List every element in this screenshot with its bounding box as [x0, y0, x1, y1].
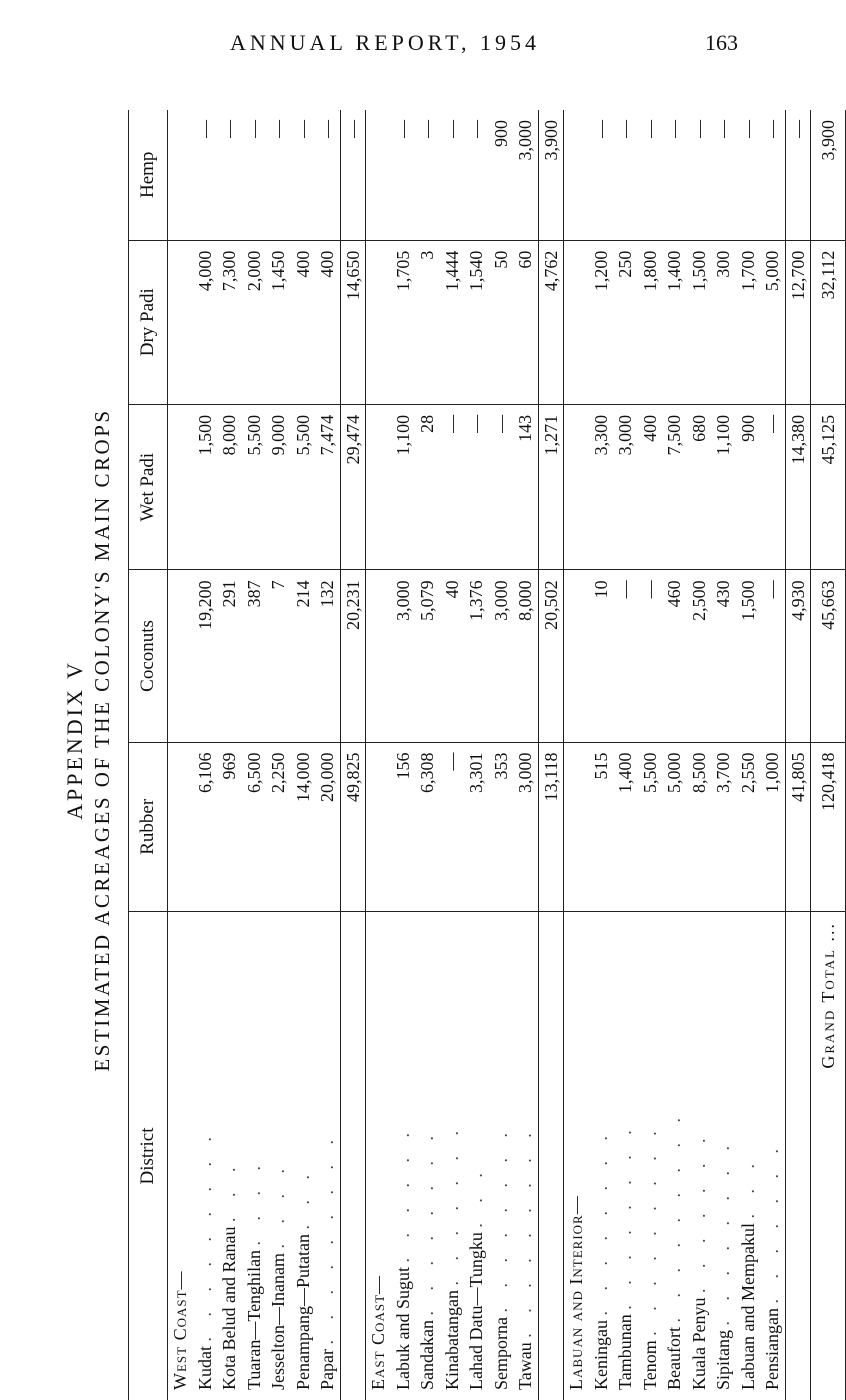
district-cell: [315, 912, 340, 1400]
rubber-cell: 969: [217, 742, 242, 911]
coconuts-cell: —: [613, 570, 638, 742]
rubber-cell: 5,000: [662, 742, 687, 911]
coconuts-cell: 3,000: [489, 570, 514, 742]
district-name: Penampang—Putatan: [292, 1234, 313, 1390]
wet-padi-cell: 143: [513, 404, 538, 570]
hemp-cell: —: [440, 110, 465, 240]
dry-padi-cell: 1,200: [589, 240, 614, 404]
district-name: Jesselton—Inanam: [268, 1253, 288, 1390]
subtotal-row: [538, 110, 564, 1400]
district-cell: [638, 912, 663, 1400]
district-name: Keningau: [590, 1320, 611, 1390]
wet-padi-cell: 8,000: [217, 404, 242, 570]
coconuts-cell: 387: [242, 570, 267, 742]
subtotal-hemp: —: [340, 110, 366, 240]
leader-dots: . . . . . . . .: [490, 1125, 511, 1313]
rubber-cell: 6,500: [242, 742, 267, 911]
hemp-cell: —: [291, 110, 316, 240]
rubber-cell: 2,550: [736, 742, 761, 911]
leader-dots: . . . . . . . .: [615, 1122, 635, 1310]
wet-padi-cell: 7,474: [315, 404, 340, 570]
group-heading: West Coast—: [170, 1270, 190, 1390]
district-name: Pensiangan: [762, 1308, 782, 1390]
wet-padi-cell: —: [489, 404, 514, 570]
leader-dots: . . . .: [268, 1161, 288, 1249]
subtotal-dry-padi: 14,650: [340, 240, 366, 404]
column-header-coconuts: Coconuts: [129, 570, 168, 742]
district-cell: [662, 912, 687, 1400]
dry-padi-cell: 7,300: [217, 240, 242, 404]
leader-dots: . . . . . . . . .: [194, 1129, 215, 1342]
dry-padi-cell: 1,705: [391, 240, 416, 404]
coconuts-cell: —: [638, 570, 663, 742]
subtotal-row: [785, 110, 811, 1400]
dry-padi-cell: 4,000: [193, 240, 218, 404]
district-name: Papar: [317, 1349, 337, 1390]
district-name: Semporna: [490, 1317, 511, 1390]
hemp-cell: —: [242, 110, 267, 240]
coconuts-cell: 430: [711, 570, 736, 742]
grand-total-coconuts: 45,663: [811, 570, 846, 742]
district-cell: [291, 912, 316, 1400]
wet-padi-cell: 9,000: [266, 404, 291, 570]
group-heading-row: [168, 110, 193, 1400]
rubber-cell: 2,250: [266, 742, 291, 911]
table-row: [613, 110, 638, 1400]
rotated-table-area: [60, 80, 838, 1400]
hemp-cell: —: [662, 110, 687, 240]
wet-padi-cell: 5,500: [291, 404, 316, 570]
rubber-cell: 3,700: [711, 742, 736, 911]
table-row: [391, 110, 416, 1400]
table-row: [489, 110, 514, 1400]
rubber-cell: 6,308: [415, 742, 440, 911]
dry-padi-cell: 400: [291, 240, 316, 404]
coconuts-cell: 1,500: [736, 570, 761, 742]
column-header-wet-padi: Wet Padi: [129, 404, 168, 570]
grand-total-hemp: 3,900: [811, 110, 846, 240]
grand-total-row: [811, 110, 846, 1400]
district-cell: [760, 912, 785, 1400]
district-cell: [513, 912, 538, 1400]
wet-padi-cell: 1,100: [711, 404, 736, 570]
subtotal-wet-padi: 14,380: [785, 404, 811, 570]
subtotal-coconuts: 4,930: [785, 570, 811, 742]
leader-dots: . . . . . . .: [688, 1130, 709, 1294]
table-row: [440, 110, 465, 1400]
rubber-cell: 5,500: [638, 742, 663, 911]
hemp-cell: —: [613, 110, 638, 240]
district-cell: [217, 912, 242, 1400]
table-row: [193, 110, 218, 1400]
subtotal-coconuts: 20,231: [340, 570, 366, 742]
leader-dots: . . . . . . . .: [713, 1137, 733, 1326]
district-cell: [391, 912, 416, 1400]
coconuts-cell: 10: [589, 570, 614, 742]
leader-dots: . . . . . . . . .: [639, 1123, 660, 1336]
subtotal-rubber: 13,118: [538, 742, 564, 911]
district-name: Kota Belud and Ranau: [219, 1226, 239, 1390]
dry-padi-cell: 300: [711, 240, 736, 404]
column-header-rubber: Rubber: [129, 742, 168, 911]
hemp-cell: 900: [489, 110, 514, 240]
hemp-cell: —: [193, 110, 218, 240]
wet-padi-cell: —: [440, 404, 465, 570]
leader-dots: . . .: [219, 1159, 239, 1223]
wet-padi-cell: —: [464, 404, 489, 570]
coconuts-cell: 132: [315, 570, 340, 742]
table-row: [464, 110, 489, 1400]
subtotal-wet-padi: 1,271: [538, 404, 564, 570]
rubber-cell: 1,000: [760, 742, 785, 911]
district-cell: [415, 912, 440, 1400]
district-cell: [687, 912, 712, 1400]
coconuts-cell: 291: [217, 570, 242, 742]
district-name: Labuk and Sugut: [392, 1267, 413, 1390]
district-name: Tuaran—Tenghilan: [243, 1249, 264, 1390]
wet-padi-cell: 3,300: [589, 404, 614, 570]
hemp-cell: —: [391, 110, 416, 240]
leader-dots: . . . . . . . . .: [515, 1125, 535, 1338]
dry-padi-cell: 250: [613, 240, 638, 404]
hemp-cell: 3,000: [513, 110, 538, 240]
leader-dots: . . . .: [243, 1157, 264, 1246]
coconuts-cell: 5,079: [415, 570, 440, 742]
table-row: [217, 110, 242, 1400]
leader-dots: . . . . . . . . .: [317, 1132, 337, 1345]
hemp-cell: —: [638, 110, 663, 240]
district-cell: [440, 912, 465, 1400]
grand-total-label: Grand Total: [817, 948, 838, 1069]
coconuts-cell: 3,000: [391, 570, 416, 742]
leader-dots: . . . . . . . . .: [664, 1110, 684, 1323]
leader-dots: . . .: [737, 1156, 758, 1219]
hemp-cell: —: [315, 110, 340, 240]
hemp-cell: —: [266, 110, 291, 240]
dry-padi-cell: 50: [489, 240, 514, 404]
group-heading: East Coast—: [368, 1274, 388, 1390]
dry-padi-cell: 3: [415, 240, 440, 404]
district-name: Labuan and Mempakul: [737, 1223, 758, 1390]
wet-padi-cell: 1,500: [193, 404, 218, 570]
rubber-cell: 8,500: [687, 742, 712, 911]
district-name: Tawau: [515, 1342, 535, 1390]
group-heading-row: [564, 110, 589, 1400]
district-cell: [489, 912, 514, 1400]
subtotal-wet-padi: 29,474: [340, 404, 366, 570]
rubber-cell: 353: [489, 742, 514, 911]
rubber-cell: 20,000: [315, 742, 340, 911]
coconuts-cell: 1,376: [464, 570, 489, 742]
hemp-cell: —: [589, 110, 614, 240]
table-row: [711, 110, 736, 1400]
leader-dots: . . . . . . . .: [417, 1128, 437, 1316]
wet-padi-cell: 7,500: [662, 404, 687, 570]
coconuts-cell: 8,000: [513, 570, 538, 742]
table-row: [291, 110, 316, 1400]
subtotal-dry-padi: 4,762: [538, 240, 564, 404]
wet-padi-cell: 28: [415, 404, 440, 570]
table-title: ESTIMATED ACREAGES OF THE COLONY'S MAIN CROPS: [90, 408, 114, 1072]
grand-total-label-cell: [811, 912, 846, 1400]
dry-padi-cell: 1,500: [687, 240, 712, 404]
district-cell: [613, 912, 638, 1400]
coconuts-cell: —: [760, 570, 785, 742]
subtotal-dry-padi: 12,700: [785, 240, 811, 404]
rubber-cell: 3,301: [464, 742, 489, 911]
rubber-cell: —: [440, 742, 465, 911]
coconuts-cell: 214: [291, 570, 316, 742]
subtotal-rubber: 41,805: [785, 742, 811, 911]
column-header-district: District: [129, 912, 168, 1400]
rubber-cell: 156: [391, 742, 416, 911]
table-row: [266, 110, 291, 1400]
district-name: Tenom: [639, 1340, 660, 1390]
leader-dots: . . . . . . .: [441, 1123, 462, 1286]
rubber-cell: 14,000: [291, 742, 316, 911]
dry-padi-cell: 2,000: [242, 240, 267, 404]
hemp-cell: —: [687, 110, 712, 240]
leader-dots: . . . . . . . .: [590, 1128, 611, 1316]
wet-padi-cell: 3,000: [613, 404, 638, 570]
hemp-cell: —: [736, 110, 761, 240]
leader-dots: . . .: [292, 1167, 313, 1230]
table-row: [315, 110, 340, 1400]
dry-padi-cell: 5,000: [760, 240, 785, 404]
wet-padi-cell: —: [760, 404, 785, 570]
table-row: [415, 110, 440, 1400]
dry-padi-cell: 60: [513, 240, 538, 404]
coconuts-cell: 2,500: [687, 570, 712, 742]
column-header-hemp: Hemp: [129, 110, 168, 240]
table-row: [589, 110, 614, 1400]
grand-total-dry-padi: 32,112: [811, 240, 846, 404]
district-cell: [589, 912, 614, 1400]
district-cell: [464, 912, 489, 1400]
wet-padi-cell: 680: [687, 404, 712, 570]
header-row: [129, 110, 168, 1400]
district-cell: [242, 912, 267, 1400]
subtotal-hemp: —: [785, 110, 811, 240]
hemp-cell: —: [217, 110, 242, 240]
district-name: Kinabatangan: [441, 1290, 462, 1390]
district-name: Sipitang: [713, 1329, 733, 1390]
subtotal-row: [340, 110, 366, 1400]
group-heading-row: [366, 110, 391, 1400]
wet-padi-cell: 1,100: [391, 404, 416, 570]
appendix-heading: APPENDIX V: [62, 660, 87, 820]
coconuts-cell: 19,200: [193, 570, 218, 742]
table-row: [662, 110, 687, 1400]
wet-padi-cell: 400: [638, 404, 663, 570]
dry-padi-cell: 1,400: [662, 240, 687, 404]
table-row: [242, 110, 267, 1400]
dry-padi-cell: 1,450: [266, 240, 291, 404]
dry-padi-cell: 1,540: [464, 240, 489, 404]
table-row: [687, 110, 712, 1400]
running-title: ANNUAL REPORT, 1954: [230, 30, 540, 55]
hemp-cell: —: [415, 110, 440, 240]
hemp-cell: —: [464, 110, 489, 240]
district-cell: [193, 912, 218, 1400]
rubber-cell: 3,000: [513, 742, 538, 911]
wet-padi-cell: 900: [736, 404, 761, 570]
wet-padi-cell: 5,500: [242, 404, 267, 570]
leader-dots: . . . . . . .: [762, 1141, 782, 1304]
dry-padi-cell: 1,700: [736, 240, 761, 404]
district-name: Kuala Penyu: [688, 1297, 709, 1390]
grand-total-rubber: 120,418: [811, 742, 846, 911]
district-name: Lahad Datu—Tungku: [466, 1232, 486, 1390]
leader-dots: ...: [817, 922, 838, 942]
dry-padi-cell: 400: [315, 240, 340, 404]
rubber-cell: 6,106: [193, 742, 218, 911]
district-name: Kudat: [194, 1346, 215, 1390]
subtotal-hemp: 3,900: [538, 110, 564, 240]
hemp-cell: —: [711, 110, 736, 240]
district-cell: [736, 912, 761, 1400]
district-cell: [711, 912, 736, 1400]
running-head: [0, 20, 800, 60]
table-row: [760, 110, 785, 1400]
dry-padi-cell: 1,800: [638, 240, 663, 404]
leader-dots: . . .: [466, 1165, 486, 1228]
grand-total-wet-padi: 45,125: [811, 404, 846, 570]
subtotal-coconuts: 20,502: [538, 570, 564, 742]
coconuts-cell: 460: [662, 570, 687, 742]
rubber-cell: 515: [589, 742, 614, 911]
crop-acreage-table: [128, 110, 846, 1400]
hemp-cell: —: [760, 110, 785, 240]
page-number: 163: [705, 30, 738, 55]
district-name: Sandakan: [417, 1320, 437, 1390]
district-name: Tambunan: [615, 1314, 635, 1390]
group-heading: Labuan and Interior—: [566, 1195, 586, 1390]
rubber-cell: 1,400: [613, 742, 638, 911]
coconuts-cell: 7: [266, 570, 291, 742]
table-row: [513, 110, 538, 1400]
district-cell: [266, 912, 291, 1400]
coconuts-cell: 40: [440, 570, 465, 742]
table-row: [736, 110, 761, 1400]
leader-dots: . . . . . .: [392, 1125, 413, 1263]
table-row: [638, 110, 663, 1400]
column-header-dry-padi: Dry Padi: [129, 240, 168, 404]
dry-padi-cell: 1,444: [440, 240, 465, 404]
subtotal-rubber: 49,825: [340, 742, 366, 911]
district-name: Beaufort: [664, 1327, 684, 1390]
